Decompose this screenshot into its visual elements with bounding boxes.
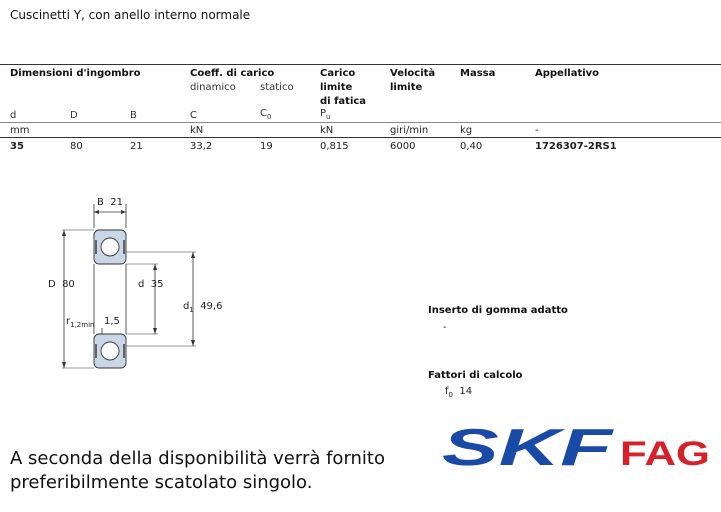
- insert-value: -: [443, 322, 447, 333]
- ball-top: [101, 238, 119, 256]
- units-top-rule: [0, 122, 721, 123]
- header-fatigue-1: Carico: [320, 68, 356, 79]
- subheader-dynamic: dinamico: [190, 82, 236, 93]
- value-C: 33,2: [190, 141, 213, 152]
- factor-f0: $f_0$ 14: [445, 386, 473, 399]
- header-speed-2: limite: [390, 82, 423, 93]
- header-fatigue-3: di fatica: [320, 96, 367, 107]
- unit-speed: giri/min: [390, 125, 429, 136]
- factors-title: Fattori di calcolo: [428, 370, 523, 381]
- ball-bottom: [101, 342, 119, 360]
- footer-line-2: preferibilmente scatolato singolo.: [10, 472, 313, 493]
- skf-logo: SKF: [442, 420, 615, 470]
- dim-D: D 80: [48, 279, 75, 290]
- dim-d: d 35: [138, 279, 164, 290]
- header-dimensions: Dimensioni d'ingombro: [10, 68, 141, 79]
- fag-logo: FAG: [620, 435, 710, 470]
- header-fatigue-2: limite: [320, 82, 353, 93]
- table-top-rule: [0, 64, 721, 65]
- symbol-Pu: $P_u$: [320, 108, 331, 121]
- value-C0: 19: [260, 141, 273, 152]
- unit-mm: mm: [10, 125, 30, 136]
- dim-d1: $d_1$ 49,6: [183, 301, 223, 314]
- unit-kn-fatigue: kN: [320, 125, 334, 136]
- unit-mass: kg: [460, 125, 473, 136]
- insert-title: Inserto di gomma adatto: [428, 305, 568, 316]
- header-designation: Appellativo: [535, 68, 600, 79]
- footer-line-1: A seconda della disponibilità verrà fornito: [10, 448, 386, 469]
- skf-fag-logo: [440, 420, 715, 470]
- value-Pu: 0,815: [320, 141, 349, 152]
- symbol-D: D: [70, 110, 78, 121]
- header-speed-1: Velocità: [390, 68, 436, 79]
- unit-designation: -: [535, 125, 539, 136]
- symbol-C0: $C_0$: [260, 108, 272, 121]
- symbol-B: B: [130, 110, 137, 121]
- page-title: Cuscinetti Y, con anello interno normale: [10, 8, 251, 22]
- dim-B: B 21: [97, 197, 123, 208]
- unit-kn-load: kN: [190, 125, 204, 136]
- value-B: 21: [130, 141, 143, 152]
- value-D: 80: [70, 141, 83, 152]
- units-bottom-rule: [0, 137, 721, 138]
- header-mass: Massa: [460, 68, 496, 79]
- symbol-d: d: [10, 110, 17, 121]
- value-mass: 0,40: [460, 141, 483, 152]
- header-load: Coeff. di carico: [190, 68, 275, 79]
- symbol-C: C: [190, 110, 197, 121]
- dim-r: $r_{1,2min}$ 1,5: [66, 316, 120, 329]
- subheader-static: statico: [260, 82, 294, 93]
- value-designation: 1726307-2RS1: [535, 141, 617, 152]
- value-d: 35: [10, 141, 24, 152]
- value-speed: 6000: [390, 141, 416, 152]
